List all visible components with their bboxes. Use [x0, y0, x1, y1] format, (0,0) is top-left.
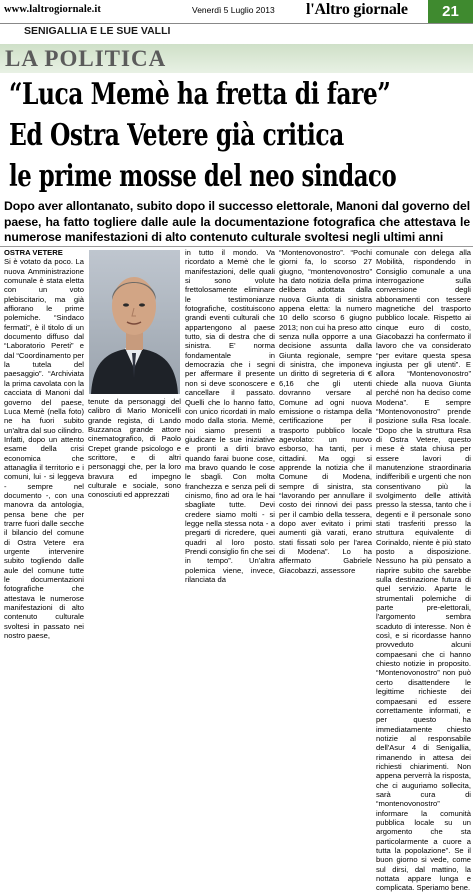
divider [0, 246, 473, 247]
column-3-text: in tutto il mondo. Va ricordato a Memè che le manifestazioni, delle quali si sono volute frettolosamente eliminare le testimonianze fotografiche, costituiscono grandi eventi culturali che appartengono al paese tutto, sia di destra che di sinistra. E' norma fondamentale in democrazia che i segni per affermare il presente non si deve sconoscere e cancellare il passato. Quelli che lo hanno fatto, con unico ricordati in malo modo dalla storia. Memè, noi siamo presenti a giudicare le sue iniziative e pronti a dirti bravo quando farai buone cose, ma bravo quando le cose le sbagli. Con molta franchezza e senza peli di cinismo, fino ad ora le hai sbagliate tutte. Devi credere siamo molti - si legge nella stessa nota - a pregarti di ricredere, quei quadri al loro posto. Prendi consiglio fin che sei in tempo”. Un'altra polemica viene, invece, rilanciata da [185, 248, 275, 585]
kicker: LA POLITICA [5, 46, 167, 71]
column-1-text: Si è votato da poco. La nuova Amministrazione comunale è stata eletta con un voto plebiscitario, ma già affiorano le prime polemiche. “Sindaco fermati”, è il titolo di un documento diffuso dal “Laboratorio Pereti” e dal “Coordinamento per la tutela del paesaggio”. “Archiviata la prima cavolata con la cacciata di Manoni dal governo del paese, Luca Memè (nella foto) ne ha fuori subito un'altra dal suo cilindro. Infatti, dopo un attento esame della crisi economica che attanaglia il territorio e i comuni, lui - si leggeva - sempre nel documento -, con una manovra da antologia, pensa bene che per trarre fuori dalle secche il bilancio del comune di Ostra Vetere era urgente intervenire subito togliendo dalle aule del comune tutte le documentazioni fotografiche che attestava le numerose manifestazioni di alto contenuto culturale svoltesi in passato nei nostro paese, [4, 257, 84, 641]
section-bar [0, 25, 473, 37]
newspaper-brand: l'Altro giornale [306, 1, 408, 18]
headline-line-2: Ed Ostra Vetere già critica [9, 118, 344, 153]
portrait-photo [89, 250, 180, 394]
column-5-text: comunale con delega alla Mobilità, rispondendo in Consiglio comunale a una interrogazione sulla conversione degli abbonamenti con tessere magnetiche del trasporto pubblico locale. Rispetto ai cinque euro di costo, Giacobazzi ha confermato il lavoro che va considerato “per evitare questa spesa ingiusta per gli utenti”. E allora “Montenovonostro” chiede alla nuova Giunta perché non ha deciso come Modena”. E sempre “Montenovonostro” prende posizione sulla Rsa locale. “Dopo che la struttura Rsa di Ostra Vetere, questo mese è stata chiusa per essere lavori di manutenzione straordinaria indifferibili e urgenti che non consentivano più la svolgimento delle attività presso la stessa, tanto che i degenti e il personale sono stati trasferiti presso la struttura equivalente di Corinaldo, niente è più stato posto a disposizione. Nessuno ha più pensato a riaprire subito che sarebbe sulla destinazione futura di quel servizio. Aparte le strumentali polemiche di parte pre-elettorali, l'argomento sembra scaduto di interesse. Non è così, e si ricordasse hanno provveduto alcuni compaesani che ci hanno chiesto notizie in proposito. “Montenovonostro” non può certo disattendere le legittime richieste dei compaesani ed essere correttamente informati, e per questo ha immediatamente chiesto notizie al responsabile dell'Asur 4 di Senigallia, rimanendo in attesa dei richiesti chiarimenti. Non appena perverrà la risposta, che ci auguriamo sollecita, sarà cura di “montenovonostro” informare la comunità pubblica locale su un argomento che sta particolarmente a cuore a tutta la popolazione”. Se il buon giorno si vede, come sul dirsi, dal mattino, la nottata appare lunga e complicata. Speriamo bene. [376, 248, 471, 893]
headline-line-3: le prime mosse del neo sindaco [9, 159, 397, 194]
article-column-2 [88, 397, 181, 500]
article-column-3 [185, 248, 275, 585]
page-number: 21 [428, 0, 473, 23]
page-header [0, 0, 473, 24]
column-4-text: “Montenovonostro”. “Pochi giorni fa, lo scorso 27 giugno, “montenovonostro” ha dato notizia della prima delibera adottata dalla nuova Giunta di sinistra appena eletta: la numero 10 dello scorso 6 giugno 2013; non cui ha preso atto senza nulla opporre a una decisione assunta dalla Giunta regionale, sempre di sinistra, che imponeva un diritto di segreteria di € 6,16 che gli utenti dovranno versare al Comune ad ogni nuova emissione o ristampa della certificazione per il trasporto pubblico locale agevolato: un nuovo esborso, ha tanti, per i cittadini. Ma oggi si apprende la notizia che il Comune di Modena, sempre di sinistra, sta “lavorando per annullare il costo dei rinnovi dei pass per il cambio della tessera, dopo aver evitato i primi aumenti già varati, erano stati fissati solo per l'area di Modena”. Lo ha affermato Gabriele Giacobazzi, assessore [279, 248, 372, 575]
dateline: OSTRA VETERE [4, 248, 63, 257]
portrait-illustration [89, 250, 180, 394]
section-title: SENIGALLIA E LE SUE VALLI [24, 25, 171, 37]
article-column-1 [4, 248, 84, 641]
article-column-5 [376, 248, 471, 893]
article-column-4 [279, 248, 372, 575]
column-2-text: tenute da personaggi del calibro di Mario Monicelli grande regista, di Lando Buzzanca grande attore cinematografico, di Paolo Crepet grande psicologo e scrittore, e di altri personaggi che, per la loro bravura ed impegno culturale e sociale, sono conosciuti ed apprezzati [88, 397, 181, 500]
headline-line-1: “Luca Memè ha fretta di fare” [9, 77, 391, 112]
issue-date: Venerdì 5 Luglio 2013 [192, 5, 275, 15]
site-url: www.laltrogiornale.it [4, 4, 101, 15]
standfirst: Dopo aver allontanato, subito dopo il successo elettorale, Manoni dal governo del paese, ha fatto togliere dalle aule la documentazione fotografica che attestava le numerose manifestazioni di alto contenuto culturale svoltesi negli ultimi anni [4, 199, 470, 245]
